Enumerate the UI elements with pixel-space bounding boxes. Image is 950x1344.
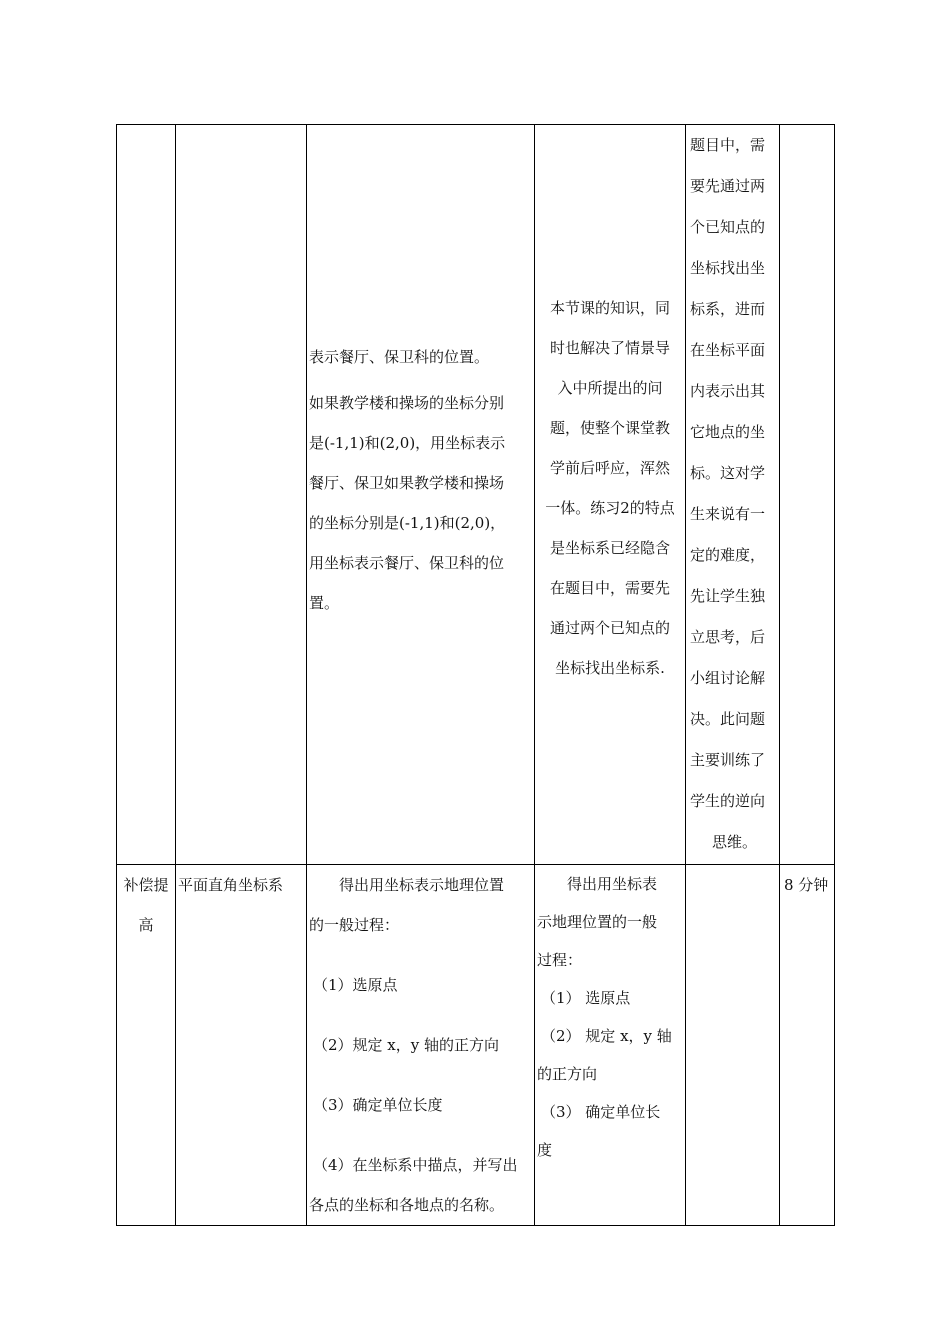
- text-line: 度: [537, 1141, 553, 1159]
- text-line: 先让学生独: [690, 587, 766, 605]
- step-item: （3）确定单位长度: [313, 1096, 443, 1114]
- text-line: 它地点的坐: [690, 423, 766, 441]
- text-line: 内表示出其: [690, 382, 766, 400]
- text-line: 高: [138, 916, 154, 934]
- text-line: 入中所提出的问: [557, 379, 663, 397]
- time-text: 8 分钟: [784, 876, 829, 894]
- text-line: 标。这对学: [690, 464, 766, 482]
- text-line: 题目中，需: [690, 136, 766, 154]
- table-cell: [117, 125, 176, 865]
- content-cell: [176, 865, 307, 1226]
- text-line: 学生的逆向: [690, 792, 766, 810]
- text-line: 思维。: [711, 833, 757, 851]
- text-line: 坐标找出坐标系.: [555, 659, 665, 677]
- text-line: 在题目中，需要先: [549, 579, 670, 597]
- text-line: 学前后呼应，浑然: [549, 459, 670, 477]
- text-line: 主要训练了: [690, 751, 766, 769]
- text-line: 的正方向: [537, 1065, 598, 1083]
- step-item: （4）在坐标系中描点，并写出: [313, 1156, 518, 1174]
- text-line: 餐厅、保卫如果教学楼和操场: [309, 474, 505, 492]
- step-item: （1） 选原点: [541, 989, 631, 1007]
- text-line: 表示餐厅、保卫科的位置。: [309, 348, 490, 366]
- lesson-plan-table: [116, 124, 835, 1226]
- step-item: （2）规定 x，y 轴的正方向: [313, 1036, 500, 1054]
- text-line: 立思考，后: [690, 628, 766, 646]
- text-line: 过程：: [537, 951, 583, 969]
- text-line: 补偿提: [123, 876, 169, 894]
- table-cell: [780, 125, 835, 865]
- text-line: 时也解决了情景导: [549, 339, 670, 357]
- text-line: 坐标找出坐: [690, 259, 766, 277]
- text-line: 要先通过两: [690, 177, 766, 195]
- text-line: 置。: [309, 594, 340, 612]
- text-line: 本节课的知识，同: [549, 299, 670, 317]
- text-line: 小组讨论解: [690, 669, 766, 687]
- text-line: 的坐标分别是(-1,1)和(2,0)，: [309, 514, 506, 532]
- text-line: 的一般过程：: [309, 916, 400, 934]
- teacher-activity-cell: [307, 125, 535, 865]
- teacher-activity-cell: [307, 865, 535, 1226]
- text-line: 个已知点的: [690, 218, 766, 236]
- time-cell: [780, 865, 835, 1226]
- text-line: 在坐标平面: [690, 341, 766, 359]
- text-line: 得出用坐标表示地理位置: [339, 876, 505, 894]
- table-row: [117, 865, 835, 1226]
- step-item: （1）选原点: [313, 976, 398, 994]
- design-intent-cell: [686, 125, 780, 865]
- text-line: 决。此问题: [690, 710, 766, 728]
- text-line: 用坐标表示餐厅、保卫科的位: [309, 554, 505, 572]
- design-intent-cell: [686, 865, 780, 1226]
- text-line: 一体。练习2的特点: [545, 499, 675, 517]
- text-line: 各点的坐标和各地点的名称。: [309, 1196, 505, 1214]
- text-line: 示地理位置的一般: [537, 913, 658, 931]
- paragraph: [307, 383, 534, 623]
- text-line: 标系，进而: [690, 300, 766, 318]
- text-line: 得出用坐标表: [567, 875, 658, 893]
- text-line: 如果教学楼和操场的坐标分别: [309, 394, 505, 412]
- text-line: 定的难度，: [690, 546, 766, 564]
- stage-cell: [117, 865, 176, 1226]
- text-line: 平面直角坐标系: [178, 876, 284, 894]
- student-activity-cell: [535, 865, 686, 1226]
- step-item: （3） 确定单位长: [541, 1103, 661, 1121]
- step-item: （2） 规定 x，y 轴: [541, 1027, 672, 1045]
- text-line: 是(-1,1)和(2,0)，用坐标表示: [309, 434, 506, 452]
- student-activity-cell: [535, 125, 686, 865]
- text-line: 通过两个已知点的: [549, 619, 670, 637]
- table-row: [117, 125, 835, 865]
- text-line: 题，使整个课堂教: [549, 419, 670, 437]
- text-line: 生来说有一: [690, 505, 766, 523]
- table-cell: [176, 125, 307, 865]
- text-line: 是坐标系已经隐含: [549, 539, 670, 557]
